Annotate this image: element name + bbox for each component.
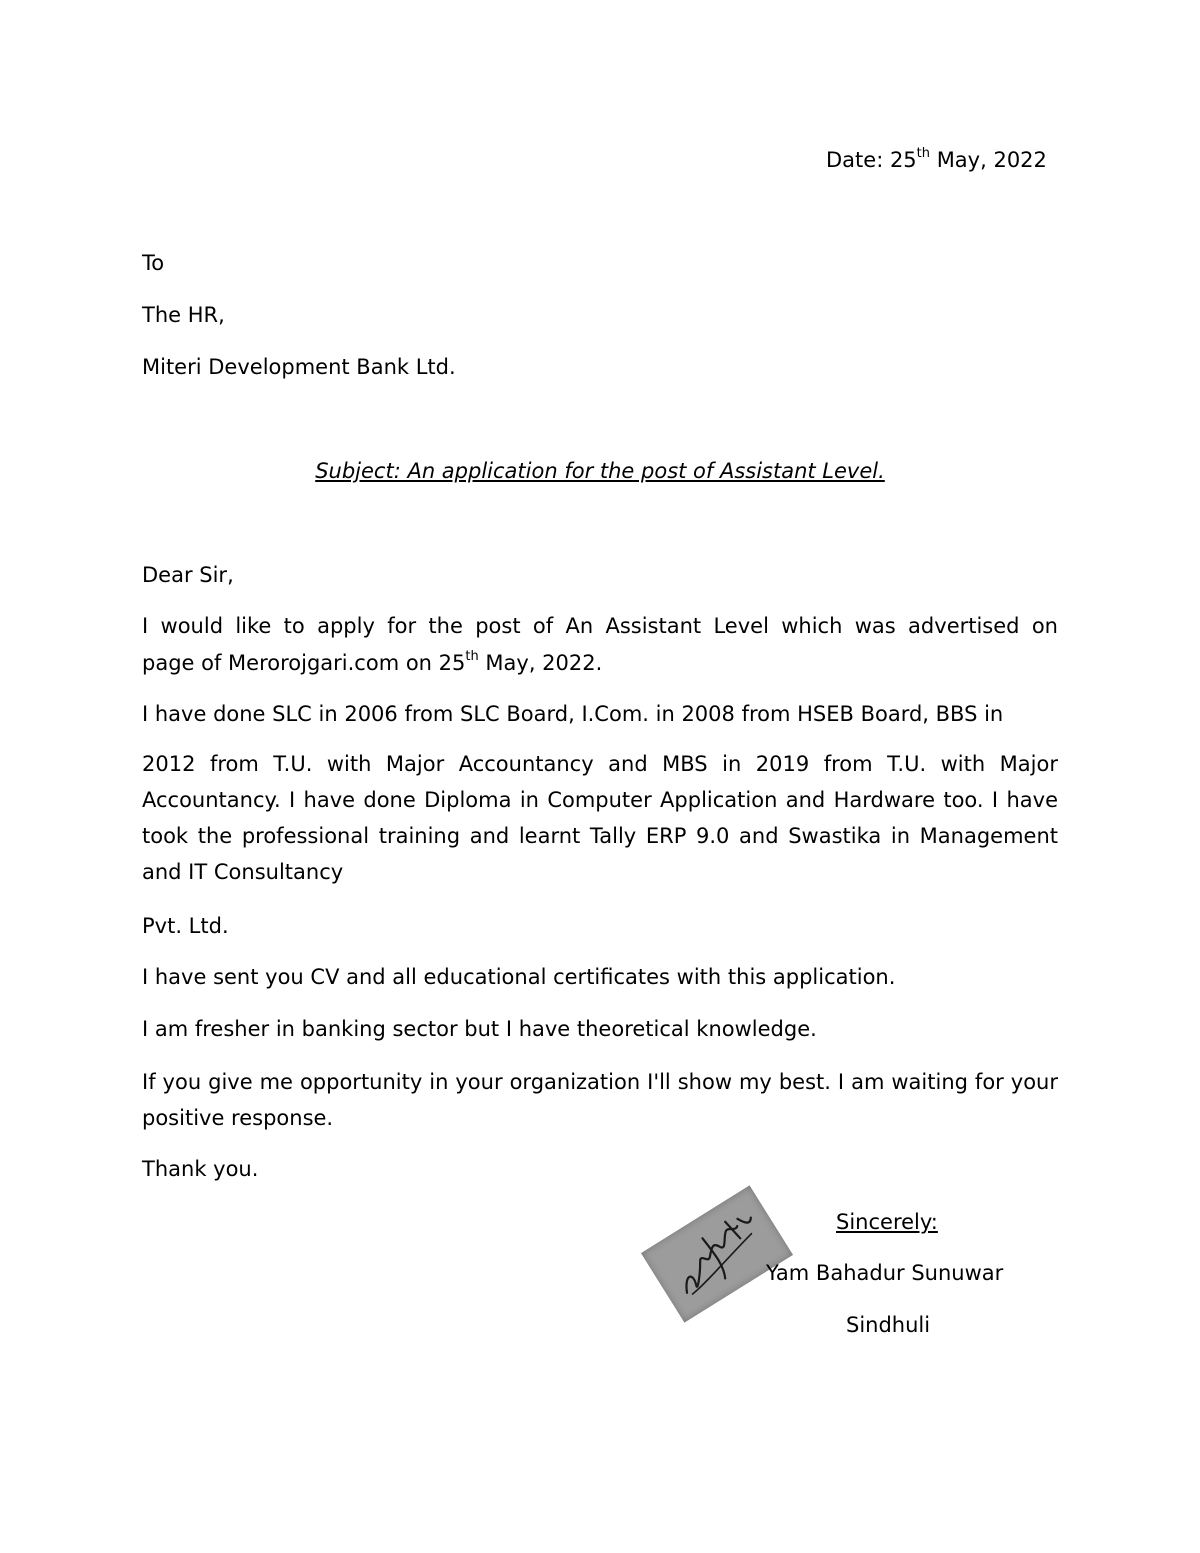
to-label: To	[142, 251, 165, 275]
recipient-title: The HR,	[142, 303, 225, 327]
recipient-organization: Miteri Development Bank Ltd.	[142, 355, 456, 379]
paragraph-education-detail: 2012 from T.U. with Major Accountancy and MBS in 2019 from T.U. with Major Accountancy. I have done Diploma in Computer Application and Hardware too. I have took the professional training and learnt Tally ERP 9.0 and Swastika in Management and IT Consultancy	[142, 752, 1058, 884]
sender-place: Sindhuli	[846, 1313, 931, 1337]
salutation: Dear Sir,	[142, 563, 234, 587]
sign-off: Sincerely:	[836, 1210, 938, 1234]
paragraph-attachments: I have sent you CV and all educational certificates with this application.	[142, 965, 896, 989]
thanks: Thank you.	[142, 1157, 259, 1181]
handwritten-signature	[641, 1185, 793, 1322]
letter-date: Date: 25th May, 2022	[826, 146, 1047, 172]
paragraph-experience: I am fresher in banking sector but I have theoretical knowledge.	[142, 1017, 817, 1041]
paragraph-apply-line2: page of Merorojgari.com on 25th May, 2022.	[142, 649, 603, 675]
paragraph-company-suffix: Pvt. Ltd.	[142, 914, 229, 938]
paragraph-closing-request: If you give me opportunity in your organization I'll show my best. I am waiting for your positive response.	[142, 1070, 1058, 1130]
signature-scribble-icon	[641, 1185, 793, 1322]
paragraph-education-line1: I have done SLC in 2006 from SLC Board, I.Com. in 2008 from HSEB Board, BBS in	[142, 702, 1004, 726]
sender-name: Yam Bahadur Sunuwar	[766, 1261, 1004, 1285]
letter-subject: Subject: An application for the post of Assistant Level.	[315, 459, 885, 483]
paragraph-apply-line1: I would like to apply for the post of An Assistant Level which was advertised on	[142, 614, 1058, 638]
